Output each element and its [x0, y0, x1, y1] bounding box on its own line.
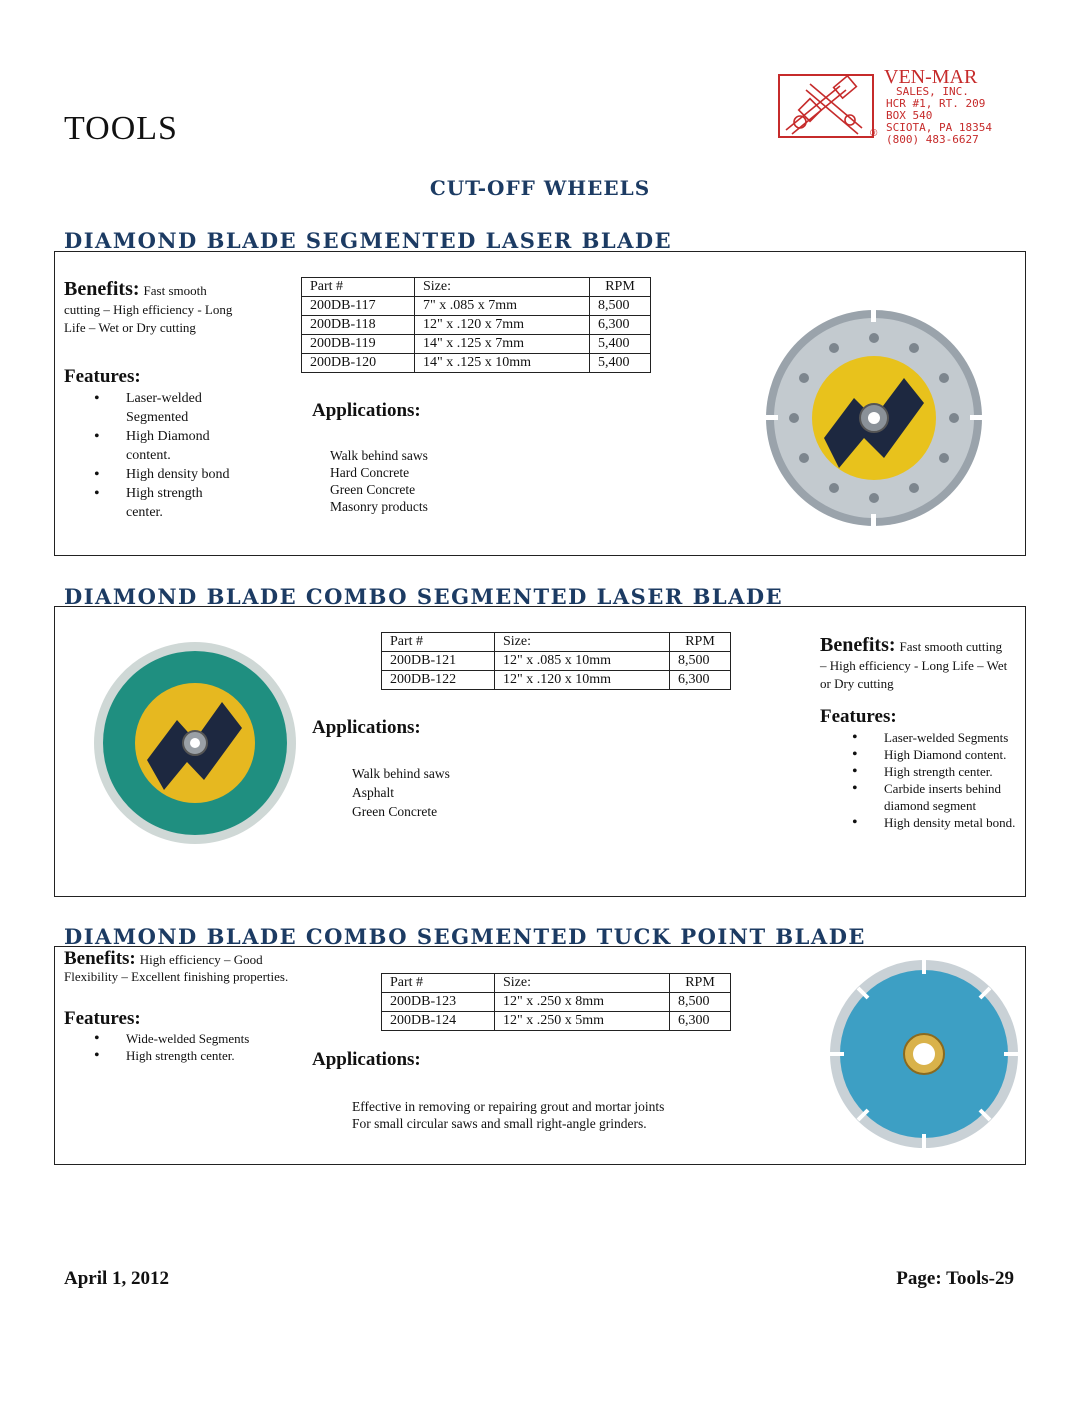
- part-cell: 200DB-122: [382, 671, 495, 690]
- section-3-features-label: Features:: [64, 1008, 141, 1029]
- logo-line-3: BOX 540: [886, 109, 933, 122]
- rpm-cell: 5,400: [590, 354, 651, 373]
- application-item: Walk behind saws: [352, 766, 450, 781]
- feature-item: • High strength center.: [90, 484, 230, 522]
- col-rpm: RPM: [670, 633, 731, 652]
- size-cell: 12" x .250 x 5mm: [495, 1012, 670, 1031]
- section-3-benefits: [64, 950, 300, 985]
- size-cell: 12" x .250 x 8mm: [495, 993, 670, 1012]
- rpm-cell: 6,300: [590, 316, 651, 335]
- section-3-applications-label: Applications:: [312, 1049, 421, 1070]
- table-row: [382, 652, 731, 671]
- rpm-cell: 8,500: [670, 652, 731, 671]
- table-header-row: [302, 278, 651, 297]
- benefits-text: Fast smooth cutting – High efficiency - Long Life – Wet or Dry cutting: [64, 283, 233, 335]
- col-size: Size:: [495, 974, 670, 993]
- size-cell: 12" x .085 x 10mm: [495, 652, 670, 671]
- feature-item: • Wide-welded Segments: [90, 1030, 290, 1047]
- rpm-cell: 6,300: [670, 671, 731, 690]
- size-cell: 12" x .120 x 7mm: [415, 316, 590, 335]
- col-part: Part #: [382, 974, 495, 993]
- section-1-features-label: Features:: [64, 366, 141, 387]
- part-cell: 200DB-120: [302, 354, 415, 373]
- footer-date: April 1, 2012: [64, 1268, 170, 1289]
- part-cell: 200DB-124: [382, 1012, 495, 1031]
- section-1-applications-label: Applications:: [312, 400, 421, 421]
- col-rpm: RPM: [590, 278, 651, 297]
- rpm-cell: 6,300: [670, 1012, 731, 1031]
- size-cell: 7" x .085 x 7mm: [415, 297, 590, 316]
- part-cell: 200DB-118: [302, 316, 415, 335]
- section-3-features-list: [90, 1030, 290, 1064]
- application-item: Green Concrete: [330, 482, 416, 497]
- feature-item: • High strength center.: [90, 1047, 290, 1064]
- logo-line-2: HCR #1, RT. 209: [886, 97, 986, 110]
- table-row: [302, 354, 651, 373]
- table-row: [302, 316, 651, 335]
- rpm-cell: 8,500: [670, 993, 731, 1012]
- benefits-label: Benefits:: [820, 634, 896, 656]
- table-header-row: [382, 974, 731, 993]
- section-3-applications-list: [352, 1098, 664, 1132]
- section-3-spec-table: [381, 973, 731, 1031]
- application-item: Hard Concrete: [330, 465, 410, 480]
- table-row: [382, 993, 731, 1012]
- section-2-benefits: [820, 634, 1010, 693]
- section-3-heading: DIAMOND BLADE COMBO SEGMENTED TUCK POINT BLADE: [64, 924, 866, 949]
- logo-line-4: SCIOTA, PA 18354: [886, 121, 992, 134]
- page-title: TOOLS: [64, 110, 178, 147]
- company-logo: [778, 66, 1018, 144]
- application-item: Masonry products: [330, 499, 428, 514]
- table-row: [302, 297, 651, 316]
- section-2-spec-table: [381, 632, 731, 690]
- section-1-features-list: [90, 389, 230, 522]
- application-item: Green Concrete: [352, 804, 438, 819]
- wrench-hammer-icon: [780, 76, 872, 136]
- application-item: For small circular saws and small right-angle grinders.: [352, 1116, 647, 1131]
- table-row: [302, 335, 651, 354]
- rpm-cell: 5,400: [590, 335, 651, 354]
- logo-emblem: [778, 74, 874, 138]
- section-2-applications-label: Applications:: [312, 717, 421, 738]
- application-item: Asphalt: [352, 785, 394, 800]
- size-cell: 14" x .125 x 10mm: [415, 354, 590, 373]
- logo-company-name: VEN-MAR: [884, 66, 978, 88]
- col-part: Part #: [382, 633, 495, 652]
- feature-item: • Laser-welded Segments: [848, 729, 1018, 746]
- size-cell: 12" x .120 x 10mm: [495, 671, 670, 690]
- section-1-spec-table: [301, 277, 651, 373]
- section-1-benefits: [64, 278, 240, 337]
- application-item: Effective in removing or repairing grout and mortar joints: [352, 1099, 665, 1114]
- tuck-point-blade-image: [828, 958, 1020, 1150]
- application-item: Walk behind saws: [330, 448, 428, 463]
- feature-item: • Laser-welded Segmented: [90, 389, 230, 427]
- feature-item: • High density bond: [90, 465, 230, 484]
- segmented-blade-image: [764, 308, 984, 528]
- logo-line-5: (800) 483-6627: [886, 133, 979, 146]
- benefits-text: Fast smooth cutting – High efficiency - Long Life – Wet or Dry cutting: [820, 639, 1008, 691]
- benefits-label: Benefits:: [64, 948, 136, 969]
- table-row: [382, 1012, 731, 1031]
- benefits-text: High efficiency – Good Flexibility – Excellent finishing properties.: [64, 952, 289, 984]
- col-rpm: RPM: [670, 974, 731, 993]
- section-2-features-label: Features:: [820, 706, 897, 727]
- feature-item: • Carbide inserts behind diamond segment: [848, 780, 1018, 814]
- feature-item: • High Diamond content.: [90, 427, 230, 465]
- section-1-applications-list: [330, 447, 428, 515]
- section-2-features-list: [848, 729, 1018, 831]
- footer-page-number: Page: Tools-29: [896, 1268, 1014, 1289]
- feature-item: • High Diamond content.: [848, 746, 1018, 763]
- section-subtitle: CUT-OFF WHEELS: [429, 176, 651, 200]
- section-1-heading: DIAMOND BLADE SEGMENTED LASER BLADE: [64, 228, 673, 253]
- col-size: Size:: [495, 633, 670, 652]
- size-cell: 14" x .125 x 7mm: [415, 335, 590, 354]
- feature-item: • High density metal bond.: [848, 814, 1018, 831]
- section-2-heading: DIAMOND BLADE COMBO SEGMENTED LASER BLADE: [64, 584, 784, 609]
- part-cell: 200DB-119: [302, 335, 415, 354]
- logo-line-1: SALES, INC.: [896, 85, 969, 98]
- benefits-label: Benefits:: [64, 278, 140, 300]
- combo-blade-image: [92, 640, 298, 846]
- part-cell: 200DB-121: [382, 652, 495, 671]
- col-size: Size:: [415, 278, 590, 297]
- part-cell: 200DB-123: [382, 993, 495, 1012]
- table-header-row: [382, 633, 731, 652]
- feature-item: • High strength center.: [848, 763, 1018, 780]
- table-row: [382, 671, 731, 690]
- col-part: Part #: [302, 278, 415, 297]
- rpm-cell: 8,500: [590, 297, 651, 316]
- section-2-applications-list: [352, 764, 450, 821]
- registered-mark: ®: [870, 128, 878, 139]
- part-cell: 200DB-117: [302, 297, 415, 316]
